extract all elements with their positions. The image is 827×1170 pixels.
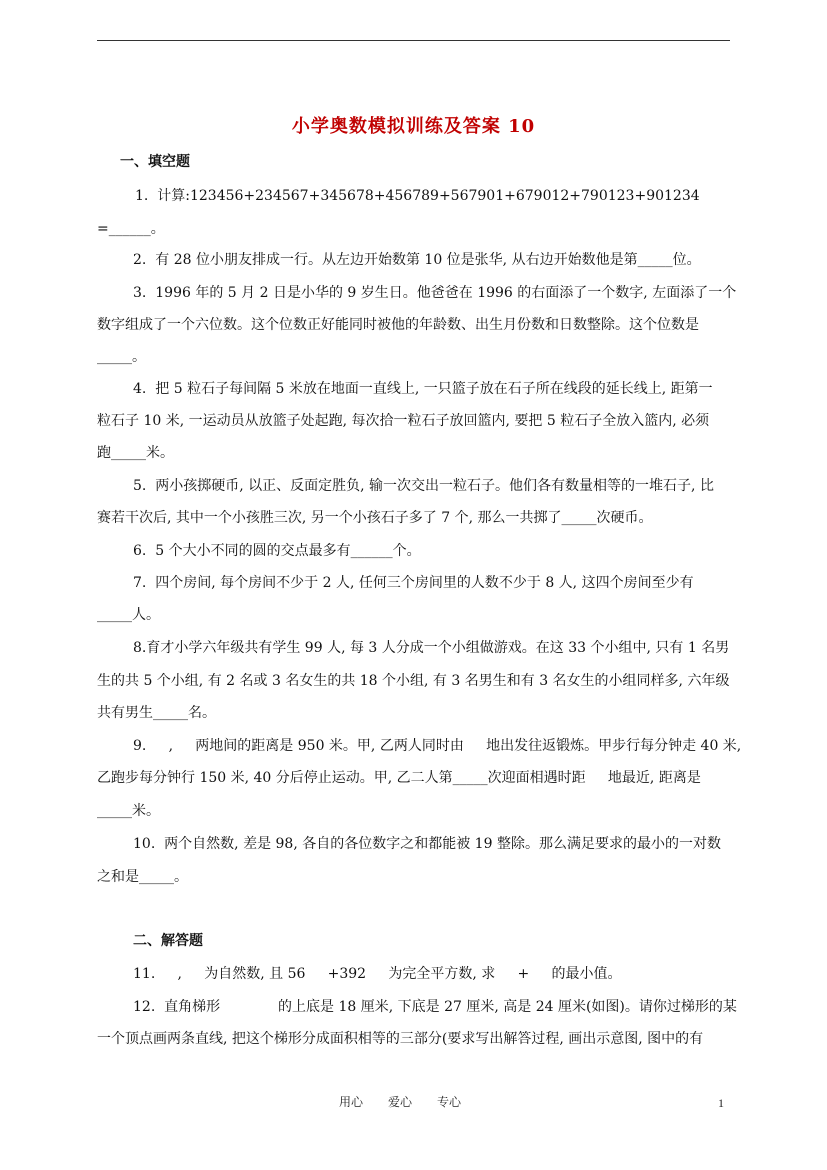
question-12-line-1: 12. 直角梯形 的上底是 18 厘米, 下底是 27 厘米, 高是 24 厘米(如图)。请你过梯形的某 (133, 999, 737, 1015)
section-heading-fill-in: 一、填空题 (120, 154, 190, 170)
question-2: 2. 有 28 位小朋友排成一行。从左边开始数第 10 位是张华, 从右边开始数他是第_____位。 (133, 252, 701, 268)
question-5-line-1: 5. 两小孩掷硬币, 以正、反面定胜负, 输一次交出一粒石子。他们各有数量相等的一堆石子, 比 (133, 478, 714, 494)
question-12-line-2: 一个顶点画两条直线, 把这个梯形分成面积相等的三部分(要求写出解答过程, 画出示意图, 图中的有 (97, 1031, 704, 1047)
question-6: 6. 5 个大小不同的圆的交点最多有______个。 (133, 543, 421, 559)
question-1-line-2: =______。 (97, 221, 165, 237)
question-7-line-1: 7. 四个房间, 每个房间不少于 2 人, 任何三个房间里的人数不少于 8 人, 这四个房间至少有 (133, 575, 694, 591)
page-number: 1 (718, 1096, 724, 1110)
question-4-line-1: 4. 把 5 粒石子每间隔 5 米放在地面一直线上, 一只篮子放在石子所在线段的延长线上, 距第一 (133, 381, 713, 397)
question-3-line-2: 数字组成了一个六位数。这个位数正好能同时被他的年龄数、出生月份数和日数整除。这个位数是 (97, 317, 699, 333)
section-heading-solve: 二、解答题 (133, 933, 203, 949)
question-3-line-1: 3. 1996 年的 5 月 2 日是小华的 9 岁生日。他爸爸在 1996 的右面添了一个数字, 左面添了一个 (133, 285, 737, 301)
question-7-line-2: _____人。 (97, 607, 160, 623)
footer-text-1: 用心 (339, 1095, 364, 1109)
question-10-line-2: 之和是_____。 (97, 869, 188, 885)
footer-text-3: 专心 (437, 1095, 462, 1109)
question-10-line-1: 10. 两个自然数, 差是 98, 各自的各位数字之和都能被 19 整除。那么满足要求的最小的一对数 (133, 836, 721, 852)
footer-text-2: 爱心 (388, 1095, 413, 1109)
question-9-line-2: 乙跑步每分钟行 150 米, 40 分后停止运动。甲, 乙二人第_____次迎面相遇时距 地最近, 距离是 (97, 770, 701, 786)
question-5-line-2: 赛若干次后, 其中一个小孩胜三次, 另一个小孩石子多了 7 个, 那么一共掷了_____次硬币。 (97, 510, 653, 526)
header-rule (97, 40, 730, 41)
question-9-line-1: 9. , 两地间的距离是 950 米。甲, 乙两人同时由 地出发往返锻炼。甲步行每分钟走 40 米, (133, 738, 742, 754)
document-title: 小学奥数模拟训练及答案 10 (291, 116, 536, 137)
question-8-line-3: 共有男生_____名。 (97, 705, 216, 721)
question-3-line-3: _____。 (97, 349, 146, 365)
question-1-line-1: 1. 计算:123456+234567+345678+456789+567901+679012+790123+901234 (135, 188, 700, 204)
question-4-line-3: 跑_____米。 (97, 445, 174, 461)
question-11: 11. , 为自然数, 且 56 +392 为完全平方数, 求 + 的最小值。 (133, 966, 622, 982)
question-8-line-1: 8.育才小学六年级共有学生 99 人, 每 3 人分成一个小组做游戏。在这 33 个小组中, 只有 1 名男 (133, 640, 730, 656)
question-4-line-2: 粒石子 10 米, 一运动员从放篮子处起跑, 每次拾一粒石子放回篮内, 要把 5 粒石子全放入篮内, 必须 (97, 413, 710, 429)
question-9-line-3: _____米。 (97, 803, 160, 819)
question-8-line-2: 生的共 5 个小组, 有 2 名或 3 名女生的共 18 个小组, 有 3 名男生和有 3 名女生的小组同样多, 六年级 (97, 673, 730, 689)
